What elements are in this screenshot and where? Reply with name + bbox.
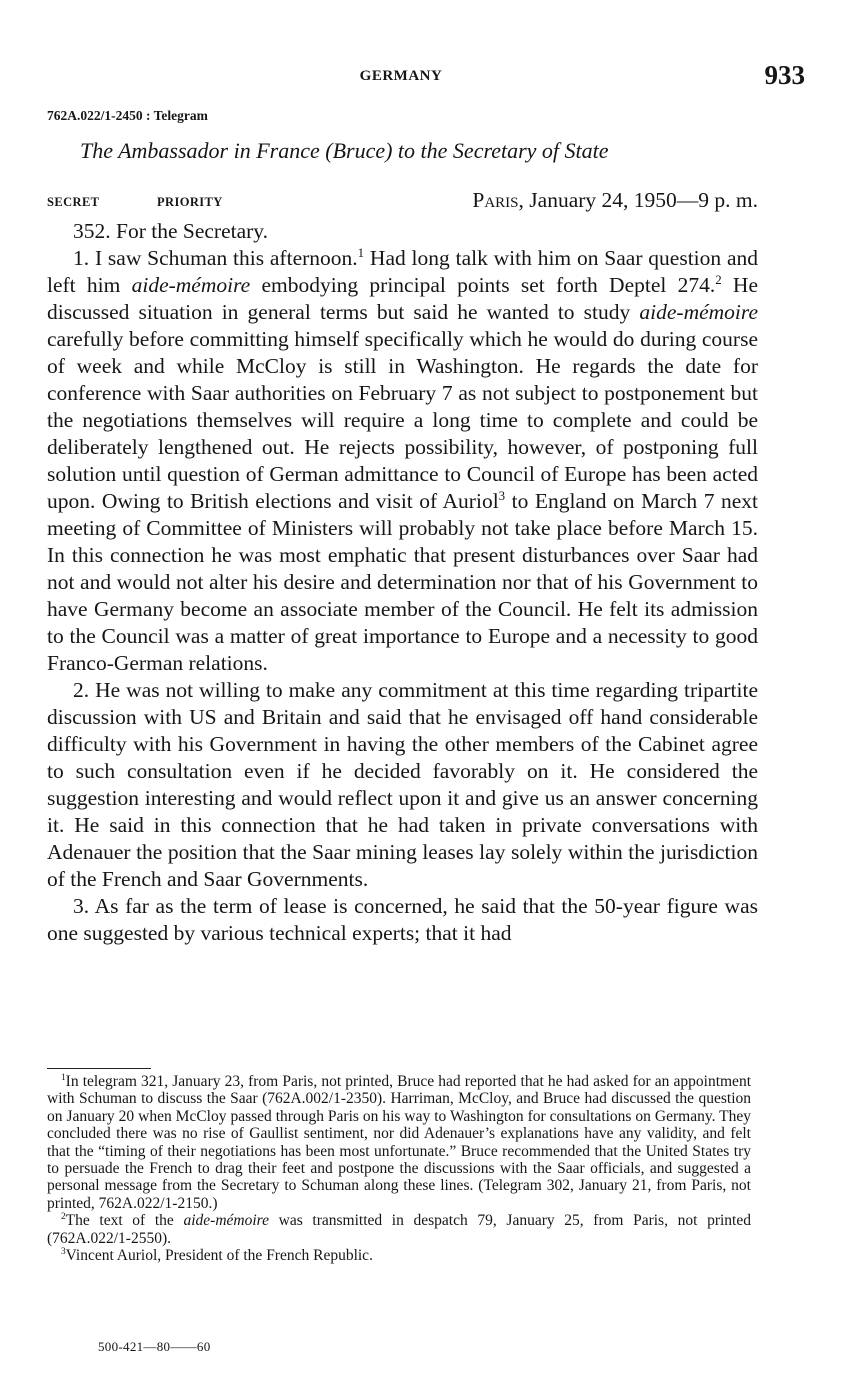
precedence-label: PRIORITY (157, 195, 223, 209)
running-title: GERMANY (359, 68, 443, 84)
classification-line (47, 188, 758, 218)
italic-term: aide-mémoire (183, 1212, 269, 1230)
running-head (47, 60, 805, 94)
footnote-ref: 3 (498, 488, 506, 503)
paragraph-1 (47, 218, 758, 245)
footnote-marker: 2 (61, 1212, 66, 1223)
paragraph-2: 1. I saw Schuman this afternoon.$^1$ Had long talk with him on Saar question and left him aide-mémoire embodying principal points set forth Deptel 274.$^2$ He discussed situation in general terms but said he wanted to study aide-mémoire carefully before committing himself specifically which he would do during course of week and while McCloy is still in Washington. He regards the date for conference with Saar authorities on February 7 as not subject to postponement but the negotiations themselves will require a long time to complete and could be deliberately lengthened out. He rejects possibility, however, of postponing full solution until question of German admittance to Council of Europe has been acted upon. Owing to British elections and visit of Auriol$^3$ to England on March 7 next meeting of Committee of Ministers will probably not take place before March 15. In this connection he was most emphatic that present disturbances over Saar had not and would not alter his desire and determination nor that of his Government to have Germany become an associate member of the Council. He felt its admission to the Council was a matter of great importance to Europe and a necessity to good Franco-German relations. (47, 245, 759, 675)
paragraph-number: 1. (73, 246, 90, 270)
telegram-body (47, 218, 758, 947)
paragraph-4 (47, 893, 758, 947)
document-title: The Ambassador in France (Bruce) to the Secretary of State (80, 138, 609, 163)
paragraph-number: 3. (73, 894, 90, 918)
footnote-marker: 3 (61, 1246, 66, 1257)
footnote-2: $^2$The text of the aide-mémoire was transmitted in despatch 79, January 25, from Paris, not printed (762A.022/1-2550). (47, 1212, 751, 1247)
footnote-ref: 2 (715, 272, 722, 287)
paragraph-3 (47, 677, 758, 893)
dateline-place: Paris (472, 188, 519, 212)
footnote-divider (47, 1068, 151, 1069)
dateline (472, 188, 758, 213)
footnote-3: $^3$Vincent Auriol, President of the French Republic. (61, 1246, 373, 1265)
classification-label: SECRET (47, 195, 100, 209)
paragraph-number: 352. (73, 219, 111, 243)
italic-term: aide-mémoire (131, 273, 251, 297)
page-number: 933 (764, 60, 805, 90)
paragraph-number: 2. (73, 678, 90, 702)
italic-term: aide-mémoire (639, 300, 758, 324)
footnote-1: $^1$In telegram 321, January 23, from Paris, not printed, Bruce had reported that he had asked for an appointment with Schuman to discuss the Saar (762A.002/1-2350). Harriman, McCloy, and Bruce had discussed the question on January 20 when McCloy passed through Paris on his way to Washington for consultations on Germany. They concluded there was no rise of Gaullist sentiment, nor did Adenauer’s explanations have any validity, and felt that the “timing of their negotiations has been most unfortunate.” Bruce recommended that the United States try to persuade the French to drag their feet and postpone the discussions with the Saar officials, and suggested a personal message from the Secretary to Schuman along these lines. (Telegram 302, January 21, from Paris, not printed, 762A.022/1-2150.) (47, 1072, 751, 1212)
footnotes (47, 1073, 751, 1264)
footnote-marker: 1 (61, 1072, 66, 1083)
paragraph-text: He was not willing to make any commitment at this time regarding tripartite discussion with US and Britain and said that he envisaged off hand considerable difficulty with his Government in having the other members of the Cabinet agree to such consultation even if he decided favorably on it. He considered the suggestion interesting and would reflect upon it and give us an answer concerning it. He said in this connection that he had taken in private conversations with Adenauer the position that the Saar mining leases lay solely within the jurisdiction of the French and Saar Governments. (47, 678, 758, 891)
paragraph-text: As far as the term of lease is concerned, he said that the 50-year figure was one suggested by various technical experts; that it had (47, 894, 758, 945)
file-reference: 762A.022/1-2450 : Telegram (47, 108, 208, 123)
paragraph-text: For the Secretary. (116, 219, 269, 243)
footnote-ref: 1 (357, 245, 365, 260)
printer-line: 500-421—80——60 (98, 1339, 211, 1354)
dateline-date: , January 24, 1950—9 p. m. (518, 188, 758, 212)
